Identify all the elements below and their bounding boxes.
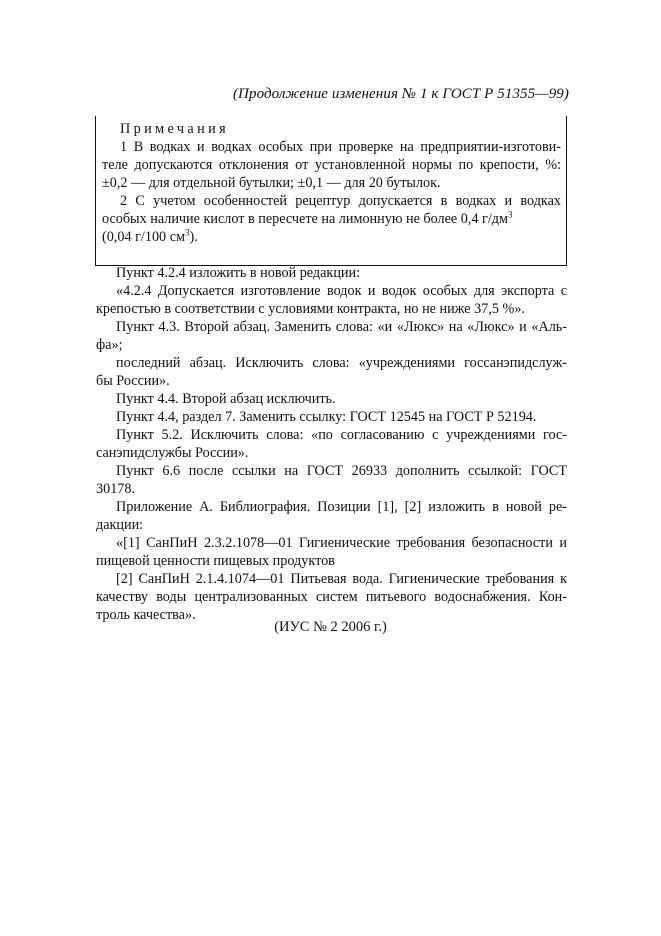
body-line: дакции: (96, 517, 144, 533)
notes-line: ±0,2 — для отдельной бутылки; ±0,1 — для 20 бутылок. (102, 175, 441, 191)
notes-title: Примечания (120, 121, 229, 137)
body-line: Пункт 6.6 после ссылки на ГОСТ 26933 дополнить ссылкой: ГОСТ (116, 463, 567, 479)
body-line: качеству воды централизованных систем питьевого водоснабжения. Кон- (96, 589, 567, 605)
source-reference: (ИУС № 2 2006 г.) (274, 619, 387, 635)
body-line: «[1] СанПиН 2.3.2.1078—01 Гигиенические требования безопасности и (116, 535, 567, 551)
notes-line: 2 С учетом особенностей рецептур допускается в водках и водках (120, 193, 561, 209)
superscript: 3 (184, 227, 190, 238)
body-line: Пункт 4.2.4 изложить в новой редакции: (116, 265, 361, 281)
running-head: (Продолжение изменения № 1 к ГОСТ Р 51355—99) (232, 86, 569, 102)
notes-line-text: (0,04 г/100 см (102, 229, 185, 245)
body-line: Пункт 4.4, раздел 7. Заменить ссылку: ГОСТ 12545 на ГОСТ Р 52194. (116, 409, 537, 425)
body-line: Пункт 5.2. Исключить слова: «по согласованию с учреждениями гос- (116, 427, 567, 443)
superscript: 3 (508, 209, 513, 220)
notes-line (102, 228, 198, 246)
body-line: последний абзац. Исключить слова: «учреждениями госсанэпидслуж- (116, 355, 567, 371)
notes-line: 1 В водках и водках особых при проверке на предприятии-изготови- (120, 139, 561, 155)
notes-line (102, 210, 513, 228)
body-line: Пункт 4.4. Второй абзац исключить. (116, 391, 336, 407)
body-line: Пункт 4.3. Второй абзац. Заменить слова: «и «Люкс» на «Люкс» и «Аль- (116, 319, 567, 335)
body-line: Приложение А. Библиография. Позиции [1], [2] изложить в новой ре- (116, 499, 567, 515)
body-line: троль качества». (96, 607, 196, 623)
body-line: крепостью в соответствии с условиями контракта, но не ниже 37,5 %». (96, 301, 525, 317)
notes-box (95, 116, 567, 266)
body-line: [2] СанПиН 2.1.4.1074—01 Питьевая вода. Гигиенические требования к (116, 571, 567, 587)
body-line: санэпидслужбы России». (96, 445, 249, 461)
notes-line-text: особых наличие кислот в пересчете на лимонную не более 0,4 г/дм (102, 211, 508, 227)
body-line: бы России». (96, 373, 170, 389)
body-line: фа»; (96, 337, 123, 353)
body-line: 30178. (96, 481, 136, 497)
notes-line-text: ). (189, 229, 198, 245)
body-line: пищевой ценности пищевых продуктов (96, 553, 335, 569)
body-line: «4.2.4 Допускается изготовление водок и водок особых для экспорта с (116, 283, 567, 299)
notes-line: теле допускаются отклонения от установленной нормы по крепости, %: (102, 157, 561, 173)
